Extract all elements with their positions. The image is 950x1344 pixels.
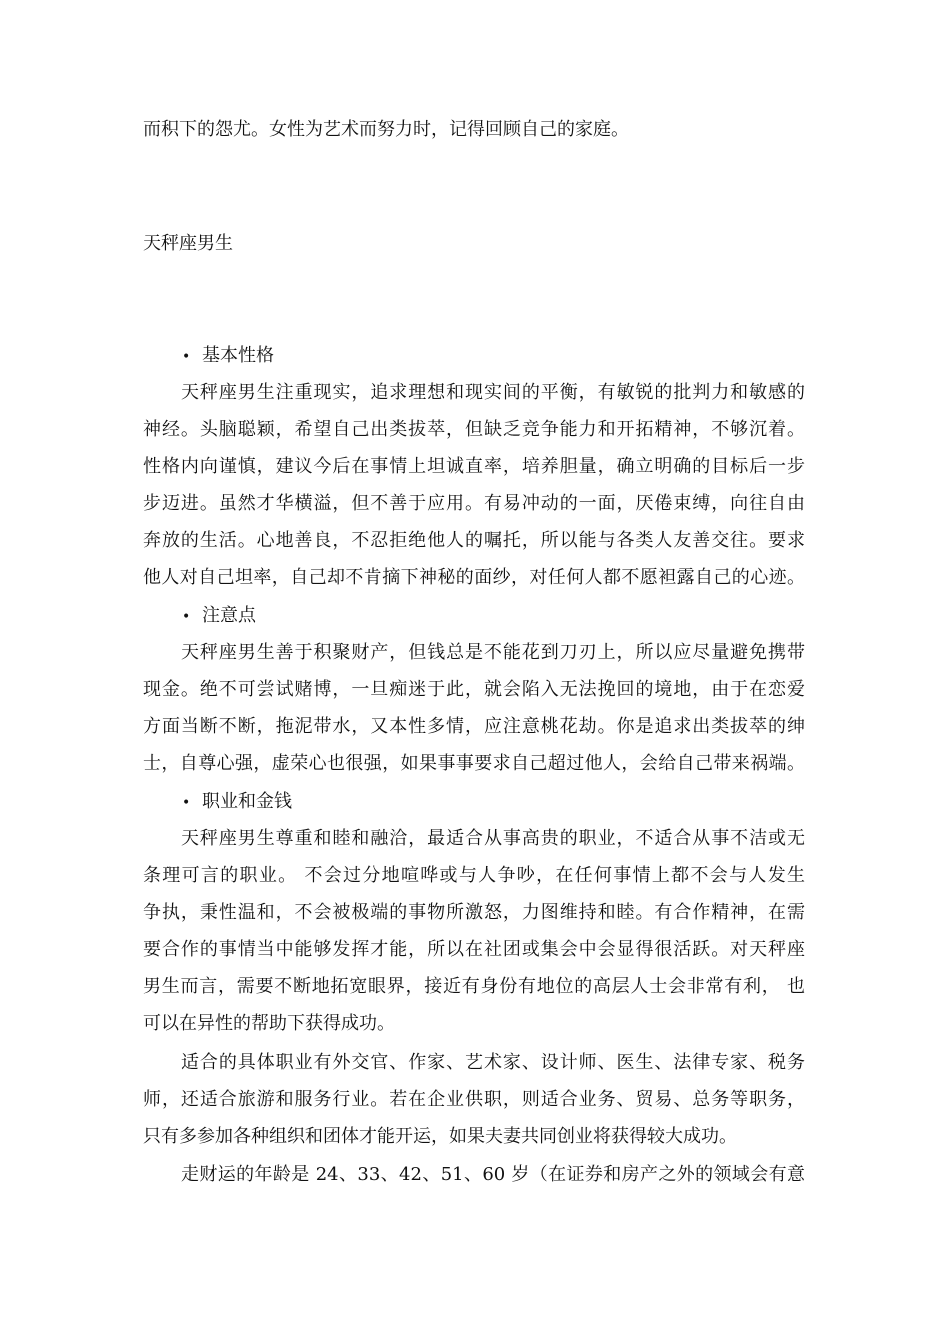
bullet-dot: •: [182, 349, 191, 365]
paragraph-line: 可以在异性的帮助下获得成功。: [143, 1013, 395, 1034]
paragraph-line: 天秤座男生善于积聚财产，但钱总是不能花到刀刃上，所以应尽量避免携带: [181, 642, 805, 663]
paragraph-line: 方面当断不断，拖泥带水，又本性多情，应注意桃花劫。你是追求出类拔萃的绅: [143, 716, 805, 737]
paragraph-line: 师，还适合旅游和服务行业。若在企业供职，则适合业务、贸易、总务等职务，: [143, 1089, 805, 1110]
bullet-title: 基本性格: [202, 345, 274, 366]
paragraph-line: 天秤座男生注重现实，追求理想和现实间的平衡，有敏锐的批判力和敏感的: [181, 382, 805, 403]
paragraph-line: 士，自尊心强，虚荣心也很强，如果事事要求自己超过他人，会给自己带来祸端。: [143, 753, 805, 774]
bullet-title: 职业和金钱: [202, 791, 292, 812]
paragraph-line: 神经。头脑聪颖，希望自己出类拔萃，但缺乏竞争能力和开拓精神，不够沉着。: [143, 419, 805, 440]
paragraph-line: 要合作的事情当中能够发挥才能，所以在社团或集会中会显得很活跃。对天秤座: [143, 939, 805, 960]
bullet-dot: •: [182, 609, 191, 625]
intro-text-line: 而积下的怨尤。女性为艺术而努力时，记得回顾自己的家庭。: [143, 119, 629, 140]
paragraph-line: 他人对自己坦率，自己却不肯摘下神秘的面纱，对任何人都不愿袒露自己的心迹。: [143, 567, 805, 588]
paragraph-line: 现金。绝不可尝试赌博，一旦痴迷于此，就会陷入无法挽回的境地，由于在恋爱: [143, 679, 805, 700]
paragraph-line: 条理可言的职业。 不会过分地喧哗或与人争吵，在任何事情上都不会与人发生: [143, 865, 805, 886]
paragraph-line: 奔放的生活。心地善良，不忍拒绝他人的嘱托，所以能与各类人友善交往。要求: [143, 530, 805, 551]
paragraph-line: 天秤座男生尊重和睦和融洽，最适合从事高贵的职业，不适合从事不洁或无: [181, 828, 805, 849]
bullet-item-career-and-money: [182, 790, 292, 815]
bullet-item-attention-points: [182, 604, 256, 629]
paragraph-line: 适合的具体职业有外交官、作家、艺术家、设计师、医生、法律专家、税务: [181, 1052, 805, 1073]
bullet-title: 注意点: [202, 605, 256, 626]
paragraph-line: 男生而言，需要不断地拓宽眼界，接近有身份有地位的高层人士会非常有利， 也: [143, 976, 805, 997]
section-heading: 天秤座男生: [143, 233, 233, 254]
bullet-dot: •: [182, 795, 191, 811]
paragraph-line: 只有多参加各种组织和团体才能开运，如果夫妻共同创业将获得较大成功。: [143, 1126, 737, 1147]
paragraph-line: 性格内向谨慎，建议今后在事情上坦诚直率，培养胆量，确立明确的目标后一步: [143, 456, 805, 477]
paragraph-line: 走财运的年龄是 24、33、42、51、60 岁（在证券和房产之外的领域会有意: [181, 1164, 805, 1185]
bullet-item-basic-personality: [182, 344, 274, 369]
paragraph-line: 争执，秉性温和，不会被极端的事物所激怒，力图维持和睦。有合作精神，在需: [143, 902, 805, 923]
paragraph-line: 步迈进。虽然才华横溢，但不善于应用。有易冲动的一面，厌倦束缚，向往自由: [143, 493, 805, 514]
